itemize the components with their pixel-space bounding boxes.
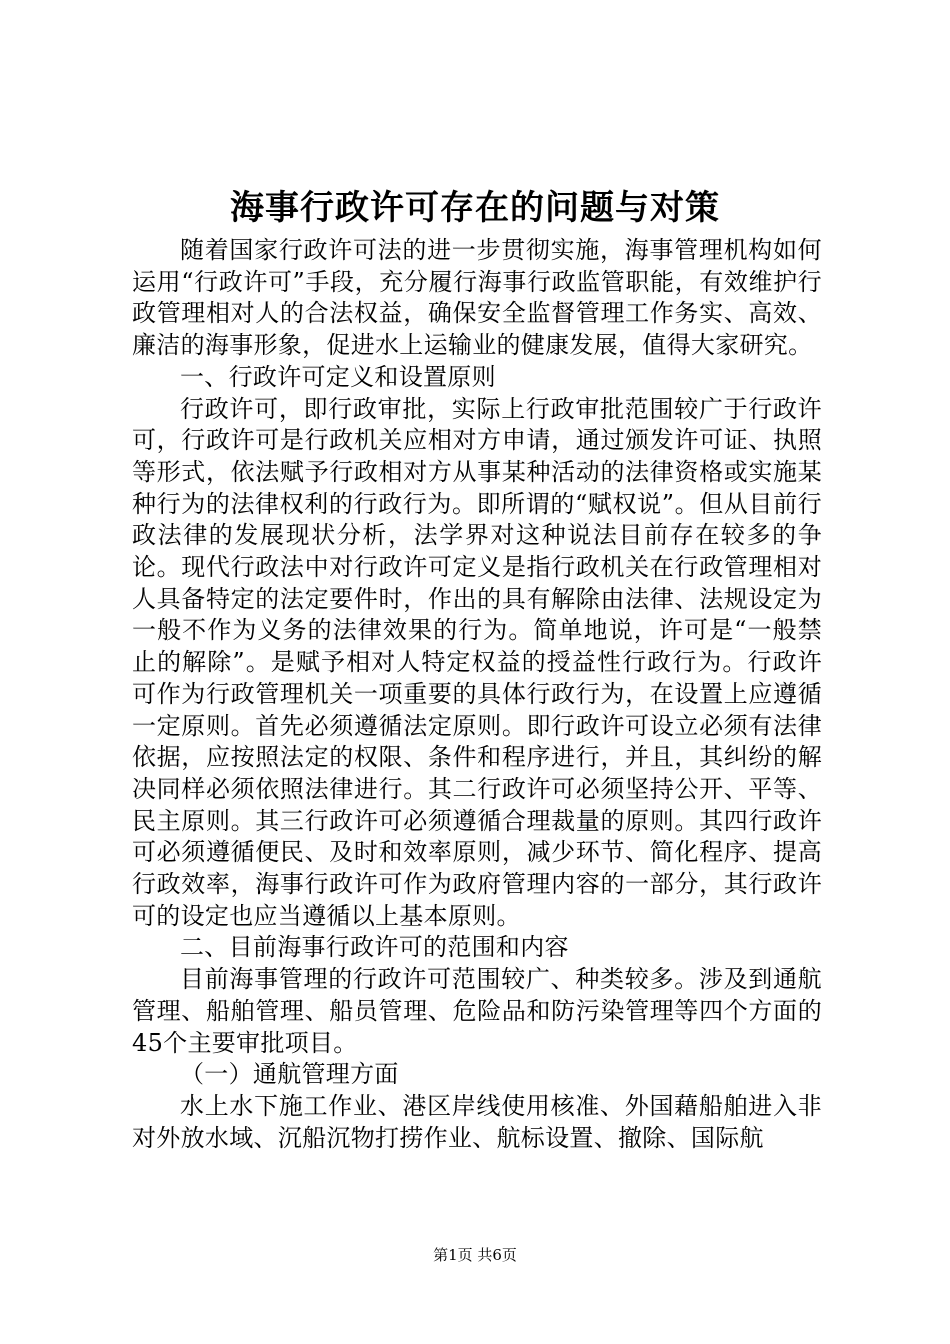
section-2-heading: 二、目前海事行政许可的范围和内容 (180, 933, 569, 962)
section-1-heading: 一、行政许可定义和设置原则 (180, 362, 496, 391)
section-1-paragraph: 行政许可，即行政审批，实际上行政审批范围较广于行政许可，行政许可是行政机关应相对方申请，通过颁发许可证、执照等形式，依法赋予行政相对方从事某种活动的法律资格或实施某种行为的法律权利的行政行为。即所谓的“赋权说”。但从目前行政法律的发展现状分析，法学界对这种说法目前存在较多的争论。现代行政法中对行政许可定义是指行政机关在行政管理相对人具备特定的法定要件时，作出的具有解除由法律、法规设定为一般不作为义务的法律效果的行为。简单地说，许可是“一般禁止的解除”。是赋予相对人特定权益的授益性行政行为。行政许可作为行政管理机关一项重要的具体行政行为，在设置上应遵循一定原则。首先必须遵循法定原则。即行政许可设立必须有法律依据，应按照法定的权限、条件和程序进行，并且，其纠纷的解决同样必须依照法律进行。其二行政许可必须坚持公开、平等、民主原则。其三行政许可必须遵循合理裁量的原则。其四行政许可必须遵循便民、及时和效率原则，减少环节、简化程序、提高行政效率，海事行政许可作为政府管理内容的一部分，其行政许可的设定也应当遵循以上基本原则。 (132, 394, 822, 930)
subsection-1-paragraph: 水上水下施工作业、港区岸线使用核准、外国藉船舶进入非对外放水域、沉船沉物打捞作业、航标设置、撤除、国际航 (132, 1091, 822, 1152)
document-body (132, 235, 822, 1154)
document-title: 海事行政许可存在的问题与对策 (230, 188, 720, 228)
intro-paragraph: 随着国家行政许可法的进一步贯彻实施，海事管理机构如何运用“行政许可”手段，充分履行海事行政监管职能，有效维护行政管理相对人的合法权益，确保安全监督管理工作务实、高效、廉洁的海事形象，促进水上运输业的健康发展，值得大家研究。 (132, 236, 822, 360)
section-2-paragraph: 目前海事管理的行政许可范围较广、种类较多。涉及到通航管理、船舶管理、船员管理、危险品和防污染管理等四个方面的45个主要审批项目。 (132, 965, 822, 1057)
page-footer: 第1页 共6页 (433, 1246, 517, 1264)
subsection-1-heading: （一）通航管理方面 (180, 1060, 399, 1089)
